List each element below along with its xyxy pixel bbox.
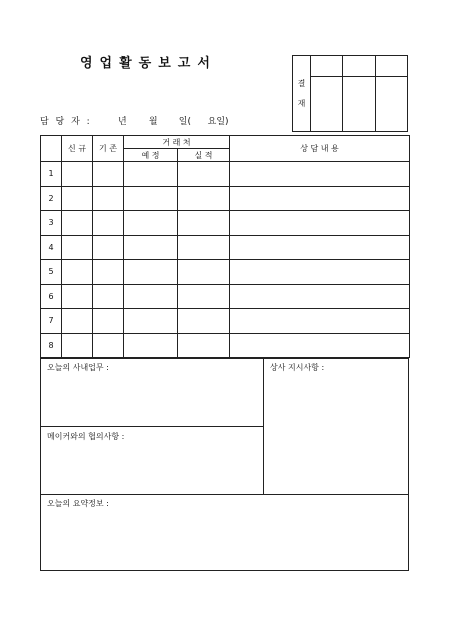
supervisor-label: 상사 지시사항 :: [270, 363, 325, 372]
manufacturer-label: 메이커와의 협의사항 :: [47, 432, 125, 441]
content-cell[interactable]: [230, 260, 410, 285]
new-cell[interactable]: [62, 211, 93, 236]
existing-cell[interactable]: [93, 260, 124, 285]
new-cell[interactable]: [62, 260, 93, 285]
row-number: 5: [41, 260, 62, 285]
manufacturer-field[interactable]: [41, 444, 262, 493]
content-cell[interactable]: [230, 186, 410, 211]
planned-cell[interactable]: [124, 284, 178, 309]
actual-cell[interactable]: [178, 162, 230, 187]
content-cell[interactable]: [230, 284, 410, 309]
internal-work-field[interactable]: [41, 375, 262, 425]
existing-cell[interactable]: [93, 211, 124, 236]
content-cell[interactable]: [230, 162, 410, 187]
content-cell[interactable]: [230, 309, 410, 334]
planned-cell[interactable]: [124, 235, 178, 260]
existing-cell[interactable]: [93, 186, 124, 211]
header-planned: 예 정: [124, 149, 178, 162]
row-number: 1: [41, 162, 62, 187]
header-actual: 실 적: [178, 149, 230, 162]
row-number: 8: [41, 333, 62, 358]
year-label: 년: [118, 117, 127, 127]
approval-divider: [342, 56, 343, 131]
table-row: [41, 333, 410, 358]
approval-label: [293, 56, 311, 131]
approval-divider: [310, 76, 407, 77]
section-divider: [40, 426, 263, 427]
summary-field[interactable]: [41, 511, 408, 569]
content-cell[interactable]: [230, 333, 410, 358]
staff-label: 담 당 자 :: [40, 117, 92, 127]
new-cell[interactable]: [62, 235, 93, 260]
header-new: 신 규: [62, 136, 93, 162]
approval-label-bottom: 재: [297, 99, 306, 108]
new-cell[interactable]: [62, 162, 93, 187]
existing-cell[interactable]: [93, 235, 124, 260]
planned-cell[interactable]: [124, 309, 178, 334]
header-existing: 기 존: [93, 136, 124, 162]
section-divider: [40, 494, 409, 495]
new-cell[interactable]: [62, 284, 93, 309]
planned-cell[interactable]: [124, 260, 178, 285]
summary-label: 오늘의 요약정보 :: [47, 499, 109, 508]
month-label: 월: [148, 117, 158, 127]
new-cell[interactable]: [62, 309, 93, 334]
content-cell[interactable]: [230, 211, 410, 236]
actual-cell[interactable]: [178, 186, 230, 211]
actual-cell[interactable]: [178, 309, 230, 334]
row-number: 7: [41, 309, 62, 334]
table-row: [41, 162, 410, 187]
existing-cell[interactable]: [93, 284, 124, 309]
new-cell[interactable]: [62, 333, 93, 358]
table-row: [41, 309, 410, 334]
corner-cell: [41, 136, 62, 162]
content-cell[interactable]: [230, 235, 410, 260]
header-content: 상 담 내 용: [230, 136, 410, 162]
table-row: [41, 260, 410, 285]
approval-box: [292, 55, 408, 132]
header-client: 거 래 처: [124, 136, 230, 149]
existing-cell[interactable]: [93, 162, 124, 187]
row-number: 2: [41, 186, 62, 211]
actual-cell[interactable]: [178, 235, 230, 260]
existing-cell[interactable]: [93, 309, 124, 334]
actual-cell[interactable]: [178, 284, 230, 309]
table-row: [41, 284, 410, 309]
approval-divider: [375, 56, 376, 131]
activity-table: [40, 135, 410, 358]
planned-cell[interactable]: [124, 162, 178, 187]
actual-cell[interactable]: [178, 211, 230, 236]
row-number: 3: [41, 211, 62, 236]
actual-cell[interactable]: [178, 260, 230, 285]
date-line: [118, 114, 229, 127]
planned-cell[interactable]: [124, 333, 178, 358]
approval-label-top: 결: [297, 79, 306, 88]
weekday-label: 요일): [207, 117, 229, 127]
table-row: [41, 186, 410, 211]
day-label: 일(: [178, 117, 191, 127]
planned-cell[interactable]: [124, 211, 178, 236]
row-number: 6: [41, 284, 62, 309]
new-cell[interactable]: [62, 186, 93, 211]
table-row: [41, 235, 410, 260]
supervisor-field[interactable]: [264, 375, 408, 493]
planned-cell[interactable]: [124, 186, 178, 211]
actual-cell[interactable]: [178, 333, 230, 358]
table-row: [41, 211, 410, 236]
row-number: 4: [41, 235, 62, 260]
existing-cell[interactable]: [93, 333, 124, 358]
page-title: 영업활동보고서: [80, 56, 217, 71]
internal-work-label: 오늘의 사내업무 :: [47, 363, 109, 372]
